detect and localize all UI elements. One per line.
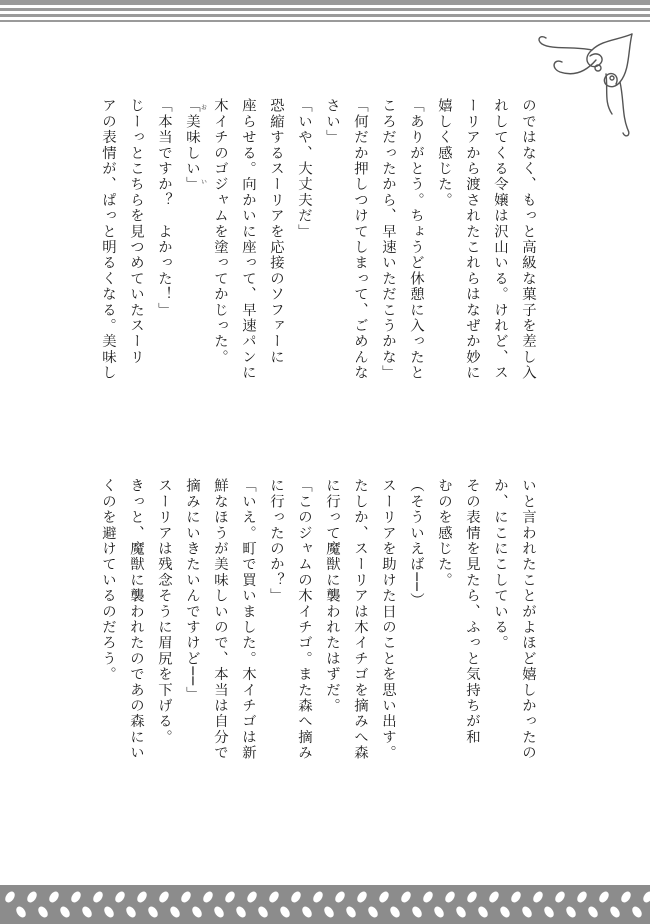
text-line: 鮮なほうが美味しいので、本当は自分で [212,478,228,761]
text-line: 嬉しく感じた。 [436,98,452,208]
leaf-mark [113,890,126,904]
leaf-mark [80,905,93,919]
leaf-mark [223,890,236,904]
leaf-mark [256,905,269,919]
text-line: スーリアは残念そうに眉尻を下げる。 [156,478,172,745]
text-line: 摘みにいきたいんですけど──」 [184,478,200,703]
flourish-ornament-icon [532,30,642,140]
text-line: か、にこにこしている。 [492,478,508,651]
text-line: 木イチのゴジャムを塗ってかじった。 [212,98,228,365]
leaf-mark [58,905,71,919]
leaf-mark [47,890,60,904]
text-line: 「本当ですか？ よかった！」 [156,98,172,318]
text-line: 「ありがとう。ちょうど休憩に入ったと [408,98,424,381]
text-line: 恐縮するスーリアを応接のソファーに [268,98,284,365]
leaf-mark [366,905,379,919]
leaf-mark [190,905,203,919]
text-line: 「いえ。町で買いました。木イチゴは新 [240,478,256,761]
leaf-mark [520,905,533,919]
leaf-mark [300,905,313,919]
text-line: 「このジャムの木イチゴ。また森へ摘み [296,478,312,761]
leaf-mark [597,890,610,904]
text-line-content: 「美味しい」 [184,98,200,193]
leaf-mark [333,890,346,904]
text-line: たしか、スーリアは木イチゴを摘みへ森 [352,478,368,761]
leaf-pattern-icon [0,885,650,924]
leaf-mark [124,905,137,919]
text-line: いと言われたことがよほど嬉しかったの [520,478,536,761]
leaf-mark [553,890,566,904]
text-line: ころだったから、早速いただこうかな」 [380,98,396,381]
leaf-mark [311,890,324,904]
leaf-mark [641,890,650,904]
leaf-mark [388,905,401,919]
leaf-mark [146,905,159,919]
leaf-mark [509,890,522,904]
leaf-mark [454,905,467,919]
leaf-mark [245,890,258,904]
leaf-mark [586,905,599,919]
text-line: 「何だか押しつけてしまって、ごめんな [352,98,368,381]
lower-text-block [94,478,542,818]
leaf-mark [14,905,27,919]
text-line: （そういえば──） [408,478,424,608]
leaf-mark [432,905,445,919]
leaf-mark [619,890,632,904]
text-line: に行ったのか？」 [268,478,284,604]
leaf-mark [399,890,412,904]
leaf-mark [267,890,280,904]
leaf-mark [608,905,621,919]
text-line: きっと、魔獣に襲われたのであの森にい [128,478,144,761]
text-line: のではなく、もっと高級な菓子を差し入 [520,98,536,381]
leaf-mark [443,890,456,904]
leaf-mark [91,890,104,904]
text-line: アの表情が、ぱっと明るくなる。美味し [100,98,116,381]
text-line [178,98,206,438]
leaf-mark [421,890,434,904]
leaf-mark [542,905,555,919]
leaf-mark [377,890,390,904]
bottom-leaf-border [0,885,650,924]
leaf-mark [102,905,115,919]
leaf-mark [25,890,38,904]
leaf-mark [212,905,225,919]
text-line: スーリアを助けた日のことを思い出す。 [380,478,396,761]
leaf-mark [630,905,643,919]
text-line: ーリアから渡されたこれらはなぜか妙に [464,98,480,381]
text-line: その表情を見たら、ふっと気持ちが和 [464,478,480,745]
leaf-mark [498,905,511,919]
leaf-mark [531,890,544,904]
top-border-stripes [0,0,650,24]
leaf-mark [201,890,214,904]
leaf-mark [3,890,16,904]
leaf-mark [289,890,302,904]
leaf-mark [575,890,588,904]
text-line: くのを避けているのだろう。 [100,478,116,683]
text-line: 座らせる。向かいに座って、早速パンに [240,98,256,381]
leaf-mark [487,890,500,904]
text-line: じーっとこちらを見つめていたスーリ [128,98,144,365]
ruby-oishii [184,98,207,193]
leaf-mark [157,890,170,904]
leaf-mark [168,905,181,919]
text-line: むのを感じた。 [436,478,452,588]
leaf-mark [322,905,335,919]
leaf-mark [476,905,489,919]
text-line: に行って魔獣に襲われたはずだ。 [324,478,340,714]
leaf-mark [355,890,368,904]
leaf-mark [465,890,478,904]
text-line: れしてくる令嬢は沢山いる。けれど、ス [492,98,508,381]
leaf-mark [69,890,82,904]
leaf-mark [278,905,291,919]
leaf-mark [234,905,247,919]
leaf-mark [564,905,577,919]
leaf-mark [410,905,423,919]
leaf-mark [179,890,192,904]
upper-text-block [94,98,542,438]
text-line: さい」 [324,98,340,146]
ruby-reading: おい [199,98,207,193]
text-line: 「いや、大丈夫だ」 [296,98,312,240]
leaf-mark [36,905,49,919]
leaf-mark [344,905,357,919]
leaf-mark [135,890,148,904]
